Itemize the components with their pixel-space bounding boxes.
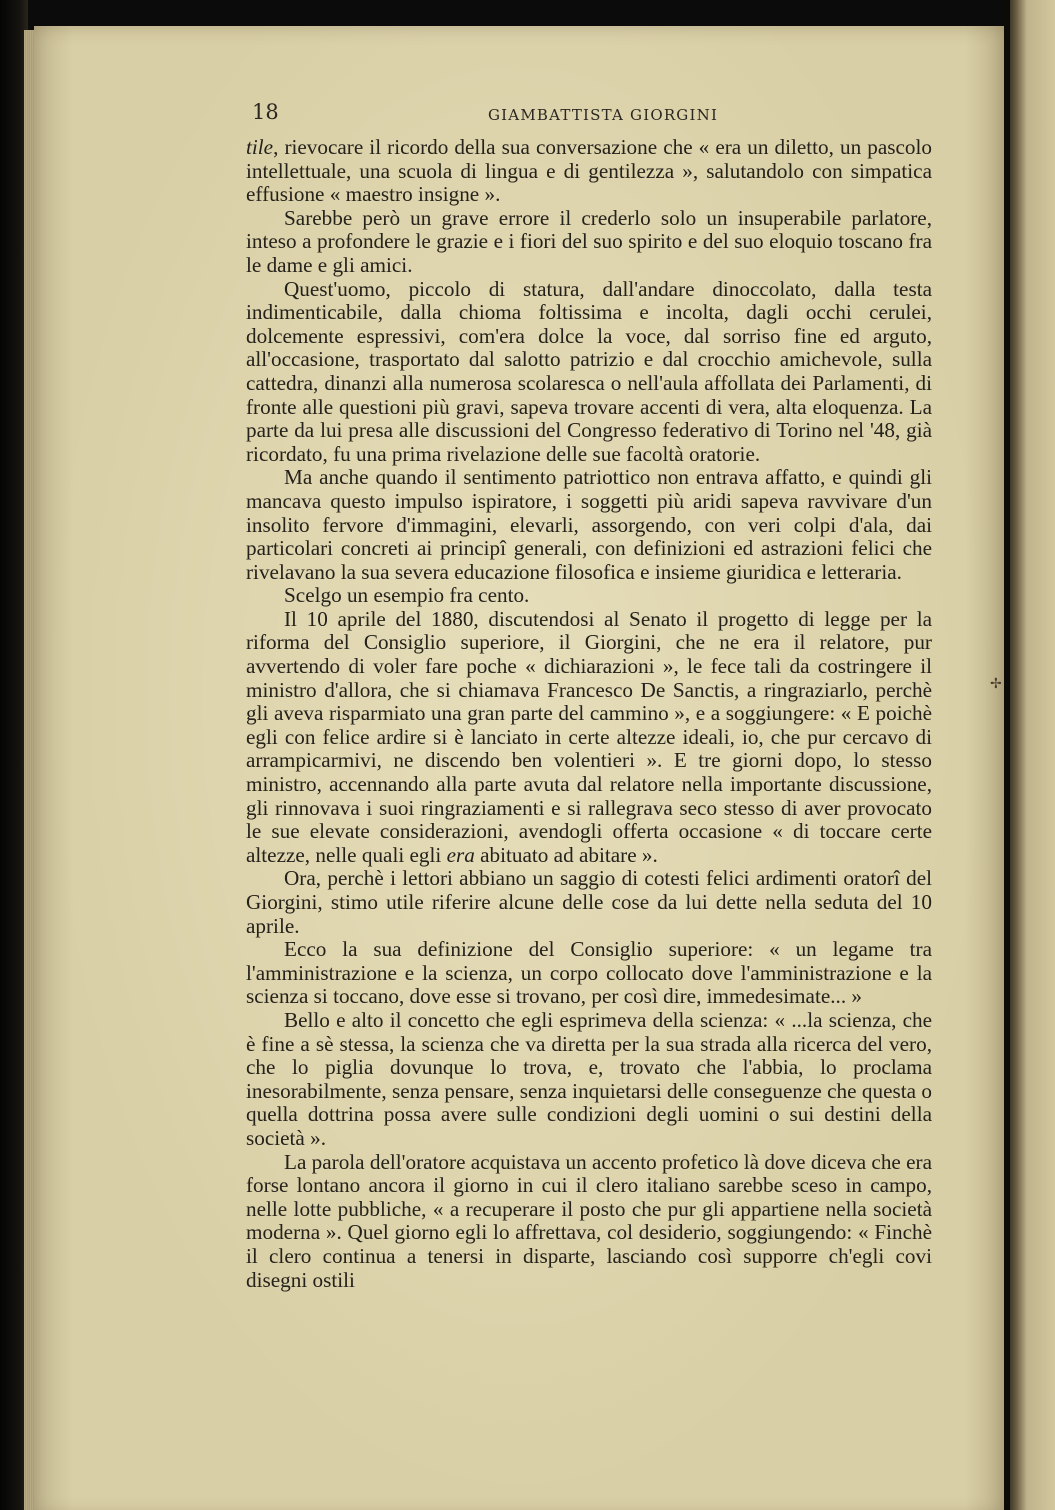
paragraph-1-rest: , rievocare il ricordo della sua conversazione che « era un diletto, un pascolo intellettuale, una scuola di lingua e di gentilezza », salutandolo con simpatica effusione « maestro insigne ». (246, 135, 932, 207)
body-text (246, 136, 932, 1292)
paragraph-10: La parola dell'oratore acquistava un accento profetico là dove diceva che era forse lontano ancora il giorno in cui il clero italiano sarebbe sceso in campo, nelle lotte pubbliche, « a recuperare il posto che pur gli appartiene nella società moderna ». Quel giorno egli lo affrettava, col desiderio, soggiungendo: « Finchè il clero continua a tenersi in disparte, lasciando così supporre ch'egli covi disegni ostili (246, 1149, 932, 1292)
paragraph-5: Scelgo un esempio fra cento. (284, 583, 530, 608)
paragraph-1 (246, 136, 932, 207)
page-header (252, 100, 932, 130)
paragraph-8: Ecco la sua definizione del Consiglio superiore: « un legame tra l'amministrazione e la scienza, un corpo collocato dove l'amministrazione e la scienza si toccano, dove esse si trovano, per così dire, immedesimate... » (246, 937, 932, 1009)
paragraph-4: Ma anche quando il sentimento patriottico non entrava affatto, e quindi gli mancava questo impulso ispiratore, i soggetti più aridi sapeva ravvivare d'un insolito fervore d'immagini, elevarli, assorgendo, con veri colpi d'ala, dai particolari concreti ai principî generali, con definizioni ed astrazioni felici che rivelavano la sua severa educazione filosofica e insieme giuridica e letteraria. (246, 465, 932, 584)
paragraph-7: Ora, perchè i lettori abbiano un saggio di cotesti felici ardimenti oratorî del Giorgini, stimo utile riferire alcune delle cose da lui dette nella seduta del 10 aprile. (246, 866, 932, 938)
paragraph-6 (246, 608, 932, 868)
paragraph-6-text-a: Il 10 aprile del 1880, discutendosi al Senato il progetto di legge per la riforma del Consiglio superiore, il Giorgini, che ne era il relatore, pur avvertendo di voler fare poche « dichiarazioni », le fece tali da costringere il ministro d'allora, che si chiamava Francesco De Sanctis, a ringraziarlo, perchè gli aveva risparmiato una gran parte del cammino », e a soggiungere: « E poichè egli con felice ardire si è lanciato in certe altezze ideali, io, che pur cercavo di arrampicarmivi, ne discendo ben volentieri ». E tre giorni dopo, lo stesso ministro, accennando alla parte avuta dal relatore nella importante discussione, gli rinnovava i suoi ringraziamenti e si rallegrava seco stesso di aver provocato le sue elevate considerazioni, avendogli offerta occasione « di toccare certe altezze, nelle quali egli (246, 606, 932, 867)
paragraph-2: Sarebbe però un grave errore il crederlo solo un insuperabile parlatore, inteso a profondere le grazie e i fiori del suo spirito e del suo eloquio toscano fra le dame e gli amici. (246, 205, 932, 277)
margin-mark-icon: ✢ (990, 676, 1002, 692)
gutter-fold (1004, 0, 1010, 1510)
paragraph-6-italic: era (446, 842, 475, 867)
paragraph-9: Bello e alto il concetto che egli esprimeva della scienza: « ...la scienza, che è fine a sè stessa, la scienza che va diretta per la sua strada alla ricerca del vero, che lo piglia dovunque lo trova, e, trovato che l'abbia, lo proclama inesorabilmente, senza pensare, senza inquietarsi delle conseguenze che questa o quella dottrina possa avere sulle condizioni degli uomini o sui destini della società ». (246, 1007, 932, 1150)
page-number: 18 (252, 100, 279, 124)
paragraph-6-text-b: abituato ad abitare ». (474, 842, 658, 867)
paragraph-1-italic-start: tile (246, 135, 274, 159)
book-gutter-right (1004, 0, 1055, 1510)
paragraph-3: Quest'uomo, piccolo di statura, dall'andare dinoccolato, dalla testa indimenticabile, dalla chioma foltissima e incolta, dagli occhi cerulei, dolcemente espressivi, com'era dolce la voce, dal sorriso fine ed arguto, all'occasione, trasportato dal salotto patrizio e dal crocchio amichevole, sulla cattedra, dinanzi alla numerosa scolaresca o nell'aula affollata dei Parlamenti, di fronte alle questioni più gravi, sapeva trovare accenti di vera, alta eloquenza. La parte da lui presa alle discussioni del Congresso federativo di Torino nel '48, già ricordato, fu una prima rivelazione delle sue facoltà oratorie. (246, 276, 932, 466)
running-head: GIAMBATTISTA GIORGINI (488, 106, 719, 124)
